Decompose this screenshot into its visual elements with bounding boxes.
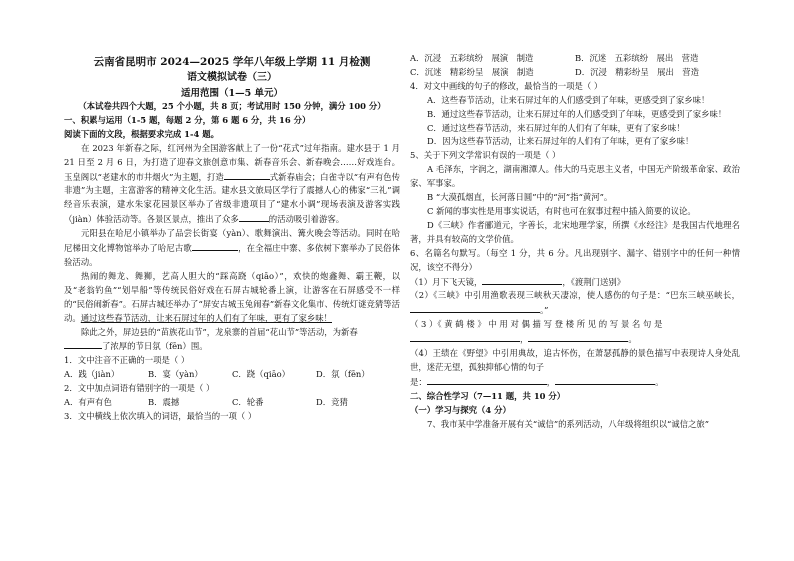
- exam-note: （本试卷共四个大题，25 个小题，共 8 页；考试用时 150 分钟，满分 100 分）: [78, 101, 386, 111]
- q1-option-b[interactable]: B．宴（yàn）: [148, 369, 203, 380]
- q6-blank-1[interactable]: [482, 275, 562, 285]
- q3-option-d[interactable]: D．沉浸 精彩纷呈 展出 营造: [575, 66, 699, 77]
- exam-subtitle: 语文模拟试卷（三）: [187, 72, 277, 83]
- q3-options-row-1: [410, 52, 740, 66]
- blank-4[interactable]: [64, 339, 102, 349]
- q2-option-a[interactable]: A．有声有色: [64, 397, 112, 408]
- question-5: 5、关于下列文学常识有误的一项是（ ）: [410, 150, 561, 161]
- q6-item-4: （4）王绩在《野望》中引用典故，追古怀伤，在萧瑟孤静的景色描写中表现诗人身处乱世，迷茫无望，孤独抑郁心情的句子: [410, 348, 740, 372]
- section-heading-2: 二、综合性学习（7—11 题，共 10 分）: [410, 390, 566, 401]
- q6-blank-3[interactable]: [410, 332, 520, 342]
- question-3: 3．文中横线上依次填入的词语，最恰当的一项（ ）: [64, 410, 257, 421]
- q6-item-3: （ 3 ）《 黄 鹤 楼 》 中 用 对 偶 描 写 登 楼 所 见 的 写 景 名 句 是: [410, 319, 663, 330]
- q3-option-c[interactable]: C．沉迷 精彩纷呈 展演 制造: [410, 66, 534, 77]
- q6-item-2: （2）《三峡》中引用渔歌表现三峡秋天凄凉，使人感伤的句子是：“巴东三峡巫峡长，。”: [410, 290, 740, 316]
- q6-blank-4[interactable]: [528, 332, 628, 342]
- question-2-options: [64, 396, 400, 410]
- q1-option-a[interactable]: A．践（jiàn）: [64, 369, 120, 380]
- section-heading-1: 一、积累与运用（1-5 题，每题 2 分，第 6 题 6 分，共 16 分）: [64, 114, 311, 125]
- left-content: [64, 100, 400, 424]
- q5-option-c[interactable]: C 新闻的事实性是用事实说话，有时也可在叙事过程中插入简要的议论。: [427, 205, 696, 216]
- q1-option-d[interactable]: D．氛（fēn）: [316, 369, 370, 380]
- exam-title: 云南省昆明市 2024—2025 学年八年级上学期 11 月检测: [93, 56, 371, 68]
- question-4: 4．对文中画线的句子的修改，最恰当的一项是（ ）: [410, 80, 603, 91]
- q3-options-row-2: [410, 66, 740, 80]
- right-content: [410, 52, 740, 431]
- question-7: 7、我市某中学准备开展有关“诚信”的系列活动，八年级将组织以“诚信之旅”: [427, 418, 710, 429]
- q2-option-d[interactable]: D．竞猜: [316, 397, 348, 408]
- q2-option-c[interactable]: C．轮番: [232, 397, 264, 408]
- q5-option-b[interactable]: B “大漠孤烟直，长河落日圆”中的“河”指“黄河”。: [427, 192, 613, 203]
- q4-option-d[interactable]: D．因为这些春节活动，让来石屏过年的人们有了年味，更有了家乡味！: [427, 136, 694, 147]
- passage-paragraph-4: 除此之外，屏边县的“苗族花山节”，龙泉寨的首届“花山节”等活动，为新春 了浓厚的节日氛（fēn）围。: [64, 326, 400, 355]
- passage-paragraph-1: 在 2023 年新春之际，红河州为全国游客献上了一份“花式”过年指南。建水县于 1 月 21 日至 2 月 6 日，为打造了迎春文旅创意市集、新春音乐会、新春晚会……好戏连台。玉皇阁以“老建水的市井烟火”为主题，打造 式新春庙会；白雀寺以“有声有色传非遗”为主题，主富游客的精神文化生活。建水县文旅局区学行了震撼人心的佛家“三礼”调经音乐表演，建水朱家花园景区举办了省级非遗项目了“建水小调”现场表演及游客实践（jiàn）体验活动等。各景区景点，推出了众多 的活动吸引着游客。: [64, 142, 401, 225]
- blank-2[interactable]: [239, 212, 269, 222]
- question-6: 6、名篇名句默写。（每空 1 分，共 6 分。凡出现别字、漏字、错别字中的任何一种情况，该空不得分）: [410, 247, 740, 272]
- q6-blank-6[interactable]: [555, 375, 655, 385]
- q6-blank-2[interactable]: [410, 303, 540, 313]
- q4-option-c[interactable]: C．通过这些春节活动，来石屏过年的人们有了年味，更有了家乡味！: [427, 122, 685, 133]
- q4-option-b[interactable]: B．通过这些春节活动，让来石屏过年的人们感受到了年味，更感受到了家乡味！: [427, 108, 727, 119]
- q3-option-b[interactable]: B．沉迷 五彩缤纷 展出 营造: [575, 53, 699, 63]
- question-1: 1．文中注音不正确的一项是（ ）: [64, 355, 190, 366]
- q3-option-a[interactable]: A．沉浸 五彩缤纷 展演 制造: [410, 53, 534, 63]
- question-2: 2．文中加点词语有错别字的一项是（ ）: [64, 383, 215, 394]
- question-1-options: [64, 368, 400, 382]
- q6-blank-5[interactable]: [427, 375, 547, 385]
- reading-instruction: 阅读下面的文段，根据要求完成 1-4 题。: [64, 128, 219, 139]
- q1-option-c[interactable]: C．跷（qiāo）: [232, 369, 290, 380]
- q2-option-b[interactable]: B．震撼: [148, 397, 180, 408]
- blank-3[interactable]: [192, 241, 238, 251]
- q5-option-a[interactable]: A 毛泽东，字润之，湖南湘潭人。伟大的马克思主义者，中国无产阶级革命家、政治家、军事家。: [410, 164, 740, 189]
- q5-option-d[interactable]: D《三峡》作者郦道元，字善长，北宋地理学家，所撰《水经注》是我国古代地理名著，并具有较高的文学价值。: [410, 219, 740, 244]
- exam-scope: 适用范围（1—5 单元）: [180, 88, 284, 99]
- q6-item-4-blanks: 是： ， 。: [410, 376, 664, 387]
- q4-option-a[interactable]: A．这些春节活动，让来石屏过年的人们感受到了年味，更感受到了家乡味！: [427, 94, 710, 105]
- blank-1[interactable]: [224, 170, 270, 180]
- q6-item-1: （1）月下飞天镜， ，《渡荆门送别》: [410, 276, 626, 287]
- underlined-sentence: 通过这些春节活动，让来石屏过年的人们有了年味，更有了家乡味！: [80, 312, 332, 323]
- q6-item-3-blanks: ， 。: [410, 332, 740, 347]
- passage-paragraph-3: 热闹的舞龙、舞狮，艺高人胆大的“踩高跷（qiāo）”，欢快的炮鑫舞、霸王鞭，以及“老翁钓鱼”“划旱船”等传统民俗好戏在石屏古城轮番上演，让游客在石屏感受不一样的“民俗闹新春”。石屏古城还举办了“屏安古城玉兔闹春”新春文化集市、传统灯谜竞猜等活动。通过这些春节活动，让来石屏过年的人们有了年味，更有了家乡味！: [64, 270, 400, 323]
- passage-paragraph-2: 元阳县在哈尼小镇举办了品尝长街宴（yàn）、歌舞演出、篝火晚会等活动。同时在哈尼梯田文化博物馆举办了哈尼古歌 ，在全福庄中寨、多依树下寨举办了民俗体验活动。: [64, 228, 401, 267]
- subsection-heading-1: （一）学习与探究（4 分）: [410, 404, 511, 415]
